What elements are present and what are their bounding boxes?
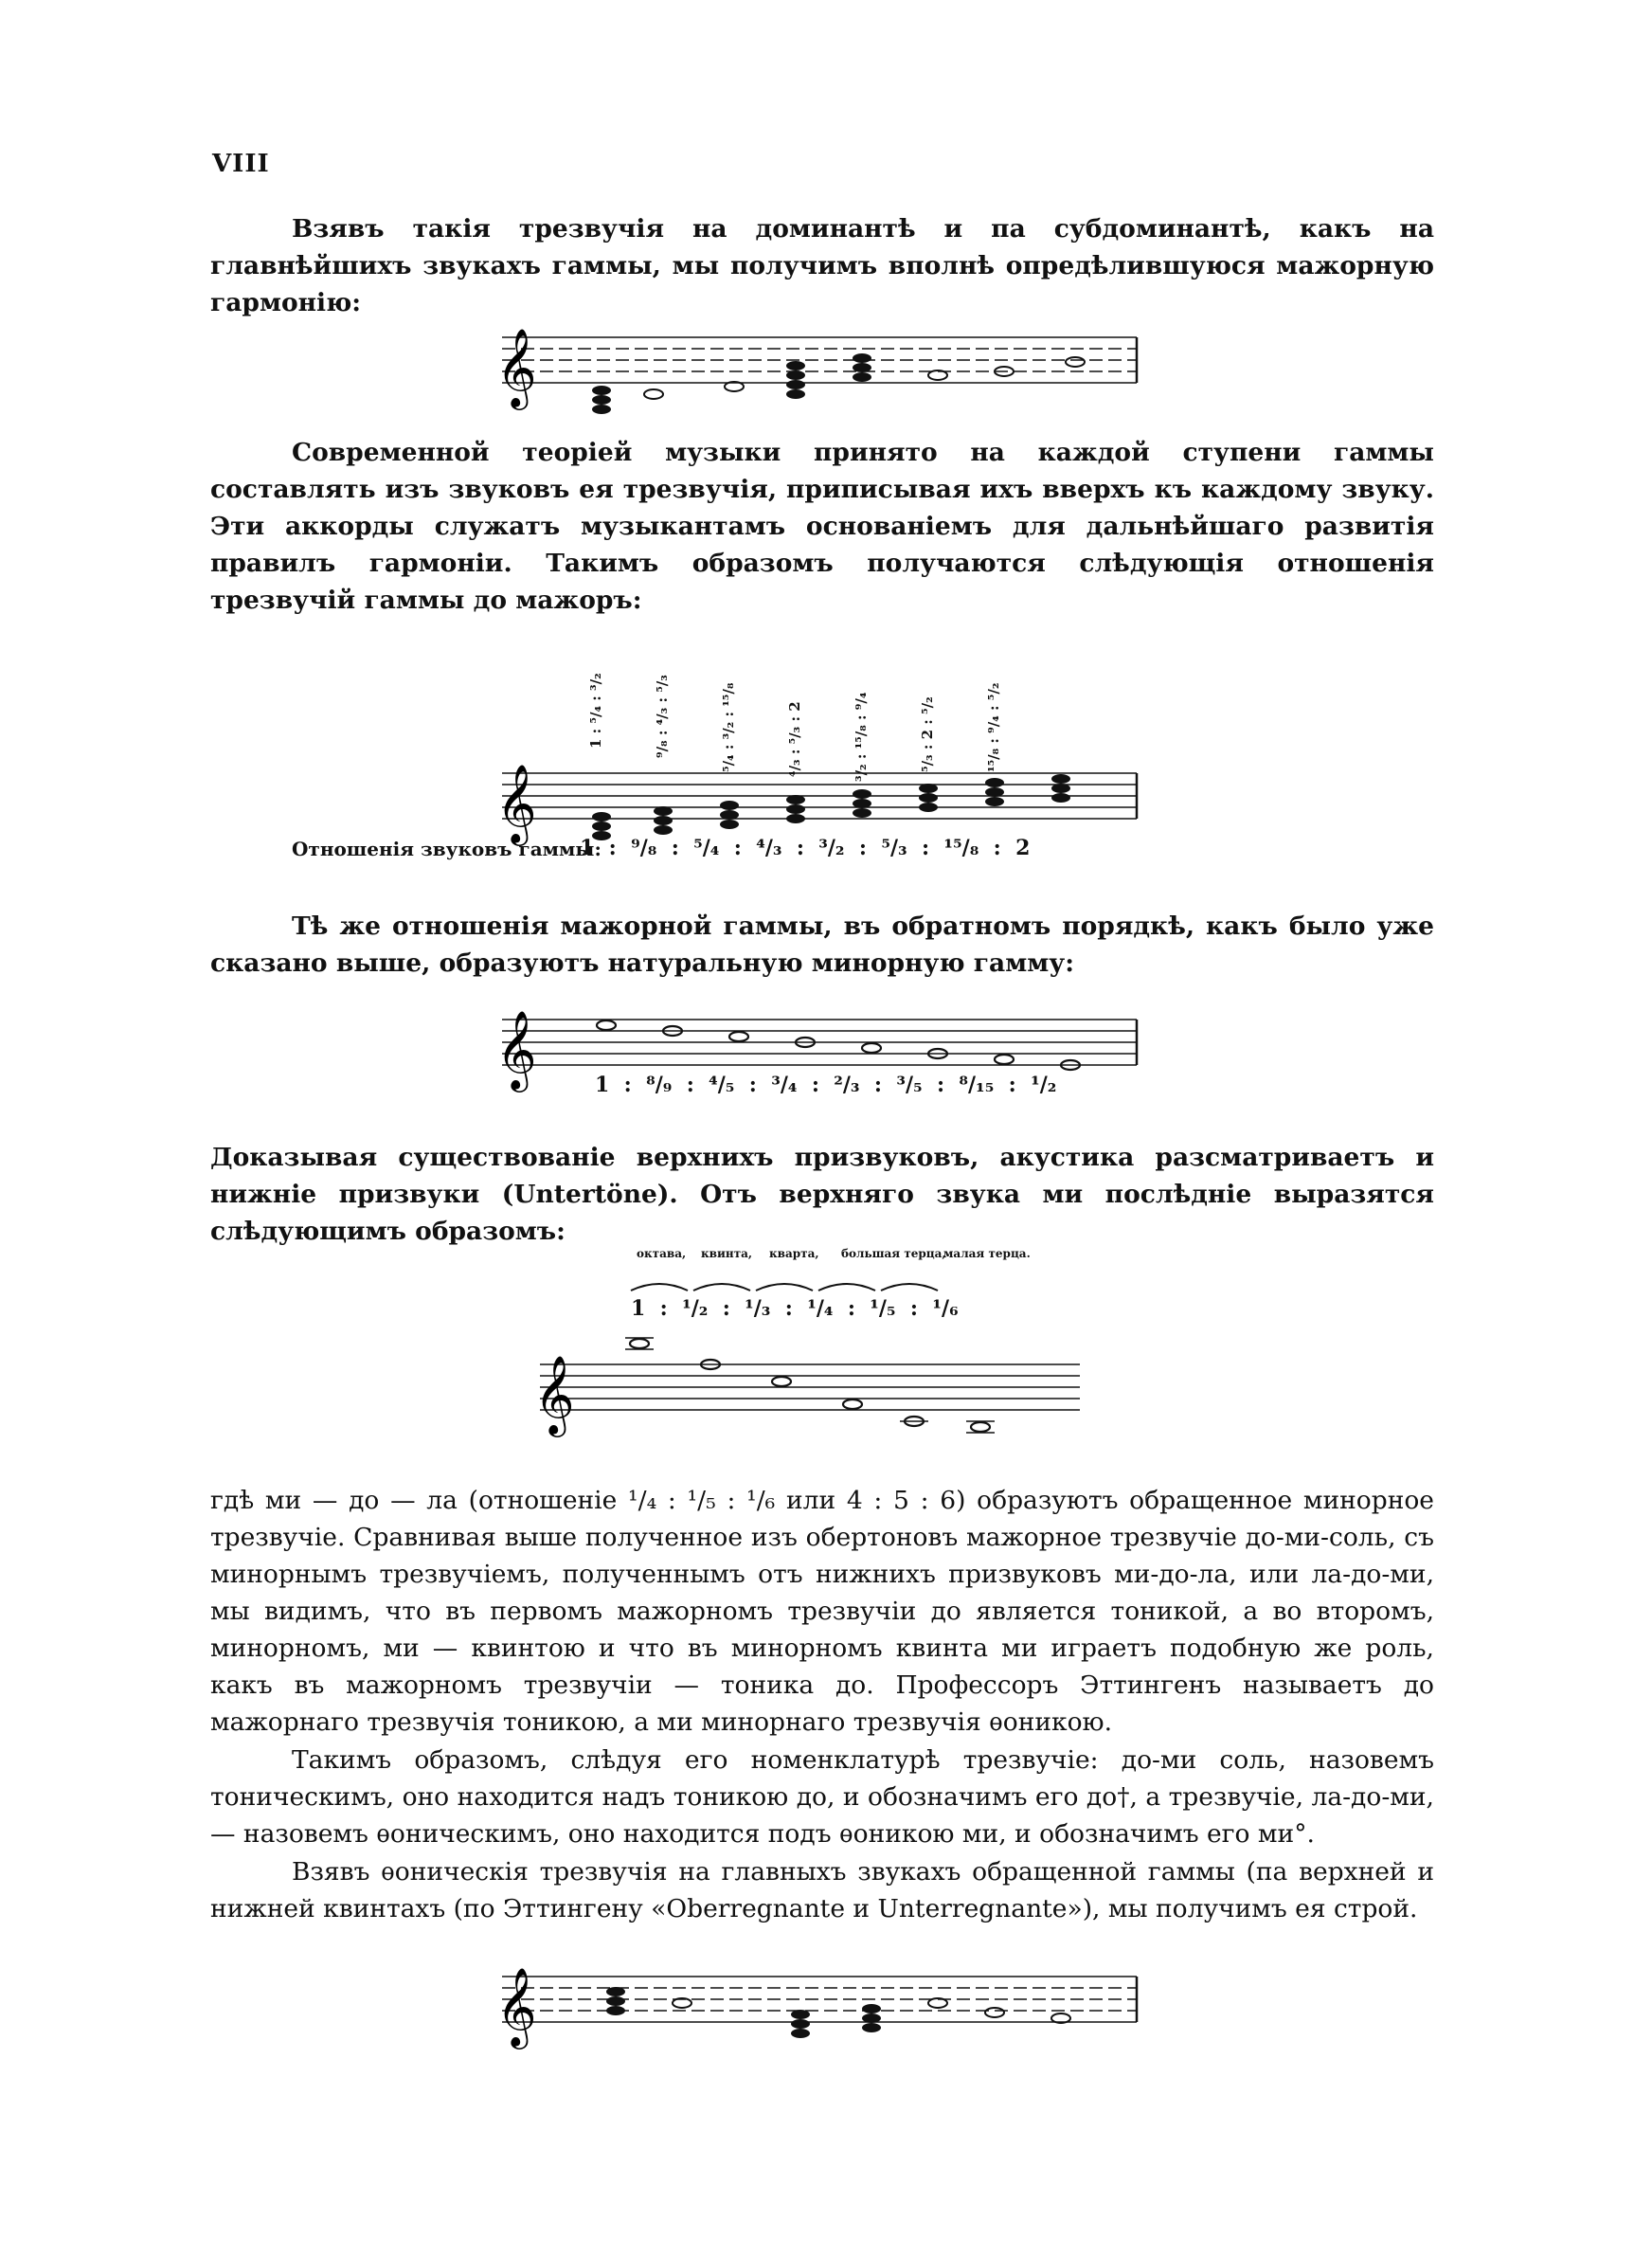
interval-label-fifth: квинта, <box>701 1247 753 1260</box>
treble-clef-icon: 𝄞 <box>496 763 537 842</box>
music-staff-5 <box>493 1961 1156 2056</box>
treble-clef-icon: 𝄞 <box>496 1009 537 1089</box>
paragraph-1: Взявъ такія трезвучія на доминантѣ и па субдоминантѣ, какъ на главнѣйшихъ звукахъ гаммы, мы получимъ вполнѣ опредѣлившуюся мажорную гармонію: <box>210 214 1434 317</box>
paragraph-5: гдѣ ми — до — ла (отношеніе ¹/₄ : ¹/₅ : ¹/₆ или 4 : 5 : 6) образуютъ обращенное минорное трезвучіе. Сравнивая выше полученное изъ обертоновъ мажорное трезвучіе до-ми-соль, съ минорнымъ трезвучіемъ, полученнымъ отъ нижнихъ призвуковъ ми-до-ла, или ла-до-ми, мы видимъ, что въ первомъ мажорномъ трезвучіи до является тоникой, а во второмъ, минорномъ, ми — квинтою и что въ минорномъ квинта ми играетъ подобную же роль, какъ въ мажорномъ трезвучіи — тоника до. Профессоръ Эттингенъ называетъ до мажорнаго трезвучія тоникою, а ми минорнаго трезвучія ѳоникою. <box>210 1486 1434 1737</box>
interval-label-minor-third: малая терца. <box>943 1247 1031 1260</box>
interval-label-octave: октава, <box>637 1247 687 1260</box>
treble-clef-icon: 𝄞 <box>496 1966 537 2046</box>
chord-ratio-7: ¹⁵/₈ : ⁹/₄ : ⁵/₂ <box>985 682 1002 772</box>
music-staff-1 <box>493 322 1156 426</box>
minor-ratios: 1 : ⁸/₉ : ⁴/₅ : ³/₄ : ²/₃ : ³/₅ : ⁸/₁₅ : ¹/₂ <box>595 1073 1057 1097</box>
interval-label-fourth: кварта, <box>769 1247 819 1260</box>
treble-clef-icon: 𝄞 <box>496 327 537 406</box>
page-number: VIII <box>212 150 270 178</box>
scale-label: Отношенія звуковъ гаммы: <box>292 838 602 860</box>
paragraph-2: Современной теоріей музыки принято на каждой ступени гаммы составлять изъ звуковъ ея трезвучія, приписывая ихъ вверхъ къ каждому звуку. Эти аккорды служатъ музыкантамъ основаніемъ для дальнѣйшаго развитія правилъ гармоніи. Такимъ образомъ получаются слѣдующія отношенія трезвучій гаммы до мажоръ: <box>210 438 1434 615</box>
chord-ratio-2: ⁹/₈ : ⁴/₃ : ⁵/₃ <box>654 675 671 758</box>
paragraph-6: Такимъ образомъ, слѣдуя его номенклатурѣ трезвучіе: до-ми соль, назовемъ тоническимъ, оно находится надъ тоникою до, и обозначимъ его до†, а трезвучіе, ла-до-ми, — назовемъ ѳоническимъ, оно находится подъ ѳоникою ми, и обозначимъ его ми°. <box>210 1745 1434 1849</box>
chord-ratio-6: ⁵/₃ : 2 : ⁵/₂ <box>919 696 936 772</box>
under-ratios: 1 : ¹/₂ : ¹/₃ : ¹/₄ : ¹/₅ : ¹/₆ <box>631 1296 959 1321</box>
chord-ratio-1: 1 : ⁵/₄ : ³/₂ <box>587 673 604 749</box>
treble-clef-icon: 𝄞 <box>534 1354 575 1434</box>
chord-ratio-5: ³/₂ : ¹⁵/₈ : ⁹/₄ <box>853 692 870 782</box>
scale-ratios: 1 : ⁹/₈ : ⁵/₄ : ⁴/₃ : ³/₂ : ⁵/₃ : ¹⁵/₈ : 2 <box>580 836 1031 860</box>
interval-label-major-third: большая терца, <box>841 1247 946 1260</box>
chord-ratio-3: ⁵/₄ : ³/₂ : ¹⁵/₈ <box>720 682 737 772</box>
chord-ratio-4: ⁴/₃ : ⁵/₃ : 2 <box>786 701 803 777</box>
paragraph-7: Взявъ ѳоническія трезвучія на главныхъ звукахъ обращенной гаммы (па верхней и нижней квинтахъ (по Эттингену «Oberregnante и Unterregnante»), мы получимъ ея строй. <box>210 1857 1434 1923</box>
paragraph-4: Доказывая существованіе верхнихъ призвуковъ, акустика разсматриваетъ и нижніе призвуки (Untertöne). Отъ верхняго звука ми послѣдніе выразятся слѣдующимъ образомъ: <box>210 1143 1434 1246</box>
interval-brackets <box>625 1270 1023 1298</box>
paragraph-3: Тѣ же отношенія мажорной гаммы, въ обратномъ порядкѣ, какъ было уже сказано выше, образуютъ натуральную минорную гамму: <box>210 912 1434 978</box>
music-staff-4 <box>530 1327 1099 1469</box>
